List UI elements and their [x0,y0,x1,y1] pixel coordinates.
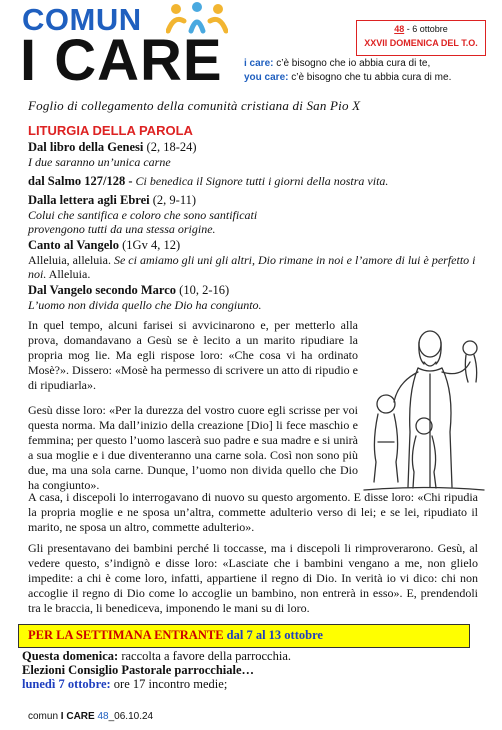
footer-date: _06.10.24 [108,711,154,722]
issue-line [357,24,485,34]
week-label: PER LA SETTIMANA ENTRANTE [28,628,227,642]
reading-text: Colui che santifica e coloro che sono santificati [28,208,258,222]
sunday-label: XXVII DOMENICA DEL T.O. [364,38,478,48]
gospel-paragraph-1: In quel tempo, alcuni farisei si avvicinarono e, per metterlo alla prova, domandavano a Gesù se è lecito a un marito ripudiare la propria mog lie. Ma egli rispose loro: «Che cosa vi ha ordinato Mosè?». Dissero: «Mosè ha permesso di scrivere un atto di ripudio e di ripudiarla». [28,318,358,392]
motto-text: c’è bisogno che io abbia cura di te, [273,58,431,69]
liturgy-title: LITURGIA DELLA PAROLA [28,123,193,138]
week-dates: dal 7 al 13 ottobre [226,628,323,642]
reading-salmo [28,172,478,190]
reading-vangelo [28,283,468,312]
reading-heading: dal Salmo 127/128 - [28,174,133,188]
issue-box [356,20,486,56]
jesus-children-illustration-icon [358,322,490,494]
logo-comun: COMUN [22,2,142,37]
event-lead: lunedì 7 ottobre: [22,677,111,691]
subtitle: Foglio di collegamento della comunità cristiana di San Pio X [28,98,361,113]
reading-heading: Dal libro della Genesi [28,140,144,154]
reading-ref: (2, 9-11) [149,193,197,207]
issue-number: 48 [394,24,405,34]
reading-text: Se ci amiamo gli uni gli altri, Dio rimane in noi e l’amore di lui è perfetto i noi. [28,253,476,281]
reading-ref: (10, 2-16) [176,283,230,297]
logo-icare: I CARE [20,28,223,93]
motto [244,57,451,85]
event-item [22,677,472,692]
event-item [22,649,472,664]
reading-ebrei [28,193,468,236]
reading-heading: Dalla lettera agli Ebrei [28,193,150,207]
gospel-paragraph-2: Gesù disse loro: «Per la durezza del vostro cuore egli scrisse per voi questa norma. Ma dall’inizio della creazione [Dio] li fece maschio e femmina; per questo l’uomo lascerà suo padre e sua madre e si unirà a sua moglie e i due diventeranno una carne sola. Così non sono più due, ma una sola carne. Dunque, l’uomo non divida quello che Dio ha congiunto». [28,403,358,492]
reading-ref: (1Gv 4, 12) [119,238,181,252]
event-lead: Questa domenica: [22,649,119,663]
reading-text: I due saranno un’unica carne [28,155,171,169]
reading-genesi [28,140,468,169]
reading-text: provengono tutti da una stessa origine. [28,222,216,236]
event-text: ore 17 incontro medie; [110,677,228,691]
week-heading [28,628,323,643]
footer-prefix: comun [28,711,61,722]
footer [28,711,153,722]
gospel-paragraph-4: Gli presentavano dei bambini perché li toccasse, ma i discepoli li rimproverarono. Gesù, al vedere questo, s’indignò e disse loro: «Lasciate che i bambini vengano a me, non glielo impedite: a chi è come loro, infatti, appartiene il regno di Dio. In verità io vi dico: chi non accoglie il regno di Dio come lo accoglie un bambino, non entrerà in esso». E, prendendoli tra le braccia, li benediceva, imponendo le mani su di loro. [28,541,478,615]
reading-plain: Alleluia, alleluia. [28,253,111,267]
reading-canto [28,238,478,281]
reading-text: Ci benedica il Signore tutti i giorni della nostra vita. [132,174,389,188]
issue-date: - 6 ottobre [406,24,448,34]
footer-number: 48 [94,711,109,722]
reading-heading: Dal Vangelo secondo Marco [28,283,177,297]
reading-ref: (2, 18-24) [143,140,197,154]
gospel-paragraph-3: A casa, i discepoli lo interrogavano di nuovo su questo argomento. E disse loro: «Chi ripudia la propria moglie e ne sposa un’altra, commette adulterio verso di lei; e se lei, ripudiato il marito, ne sposa un altro, commette adulterio». [28,490,478,534]
event-text: raccolta a favore della parrocchia. [118,649,291,663]
motto-key: i care: [244,58,274,69]
reading-plain-end: Alleluia. [46,267,91,281]
motto-key: you care: [244,72,289,83]
event-lead: Elezioni Consiglio Pastorale parrocchiale… [22,663,255,677]
reading-text: L’uomo non divida quello che Dio ha congiunto. [28,298,262,312]
event-item [22,663,472,678]
motto-text: c’è bisogno che tu abbia cura di me. [288,72,452,83]
reading-heading: Canto al Vangelo [28,238,119,252]
footer-brand: I CARE [60,711,95,722]
